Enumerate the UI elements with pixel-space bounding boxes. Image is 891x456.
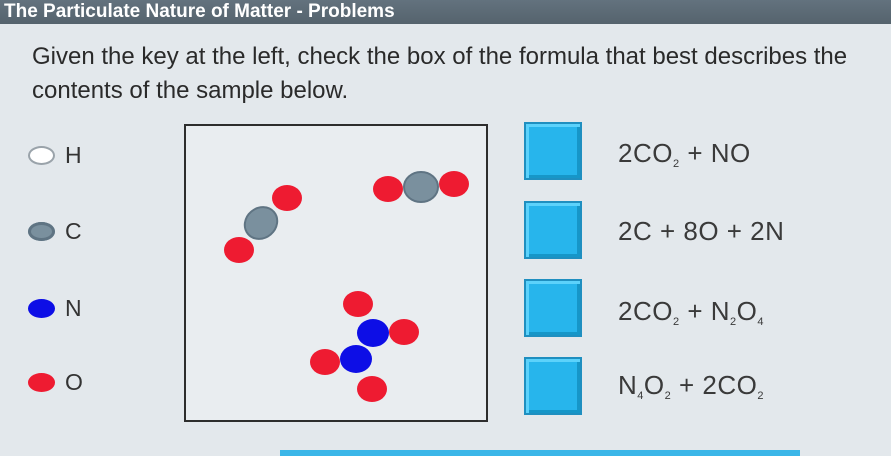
oxygen-atom [373, 176, 403, 202]
formula-1 [618, 138, 751, 178]
key-item-c [28, 216, 82, 246]
oxygen-atom [357, 376, 387, 402]
nitrogen-circle-icon [28, 299, 55, 318]
formula-text: 2CO [618, 296, 673, 326]
sample-container [184, 124, 488, 422]
formula-text: N [618, 370, 638, 400]
key-item-o [28, 367, 83, 397]
formula-4 [618, 370, 764, 410]
formula-text: + 2CO [671, 370, 758, 400]
oxygen-atom [439, 171, 469, 197]
choice-checkbox-4[interactable] [524, 357, 582, 415]
formula-2 [618, 216, 784, 256]
oxygen-atom [310, 349, 340, 375]
n2o4-molecule [310, 291, 419, 402]
choice-checkbox-1[interactable] [524, 122, 582, 180]
formula-text: + NO [679, 138, 751, 168]
formula-text: 2CO [618, 138, 673, 168]
formula-text: O [643, 370, 665, 400]
formula-subscript: 4 [637, 390, 644, 402]
formula-subscript: 4 [757, 316, 764, 328]
oxygen-atom [389, 319, 419, 345]
formula-subscript: 2 [757, 390, 764, 402]
formula-subscript: 2 [672, 316, 680, 328]
key-label-h: H [65, 141, 82, 168]
oxygen-atom [343, 291, 373, 317]
nitrogen-atom [357, 319, 389, 347]
page-title: The Particulate Nature of Matter - Problems [4, 1, 395, 22]
choice-checkbox-2[interactable] [524, 201, 582, 259]
key-label-n: N [65, 294, 82, 321]
key-item-h [28, 140, 82, 170]
co2-molecule-left [224, 185, 302, 263]
choice-checkbox-3[interactable] [524, 279, 582, 337]
oxygen-atom [272, 185, 302, 211]
header-bar [0, 0, 891, 24]
instructions-text: Given the key at the left, check the box of the formula that best describes the contents of the sample below. [32, 43, 848, 104]
formula-subscript: 2 [664, 390, 672, 402]
carbon-circle-icon [28, 222, 55, 241]
formula-subscript: 2 [672, 158, 680, 170]
formula-3 [618, 296, 764, 336]
key-label-o: O [65, 368, 83, 395]
key-label-c: C [65, 217, 82, 244]
key-item-n [28, 293, 82, 323]
oxygen-circle-icon [28, 373, 55, 392]
co2-molecule-top [373, 171, 469, 202]
carbon-atom [404, 172, 438, 202]
hydrogen-circle-icon [28, 146, 55, 165]
bottom-accent-strip [280, 450, 800, 456]
sample-molecules [186, 126, 486, 420]
formula-text: 2C + 8O + 2N [618, 216, 785, 246]
formula-text: O [736, 296, 758, 326]
formula-text: + N [679, 296, 731, 326]
formula-subscript: 2 [730, 316, 737, 328]
oxygen-atom [224, 237, 254, 263]
nitrogen-atom [340, 345, 372, 373]
